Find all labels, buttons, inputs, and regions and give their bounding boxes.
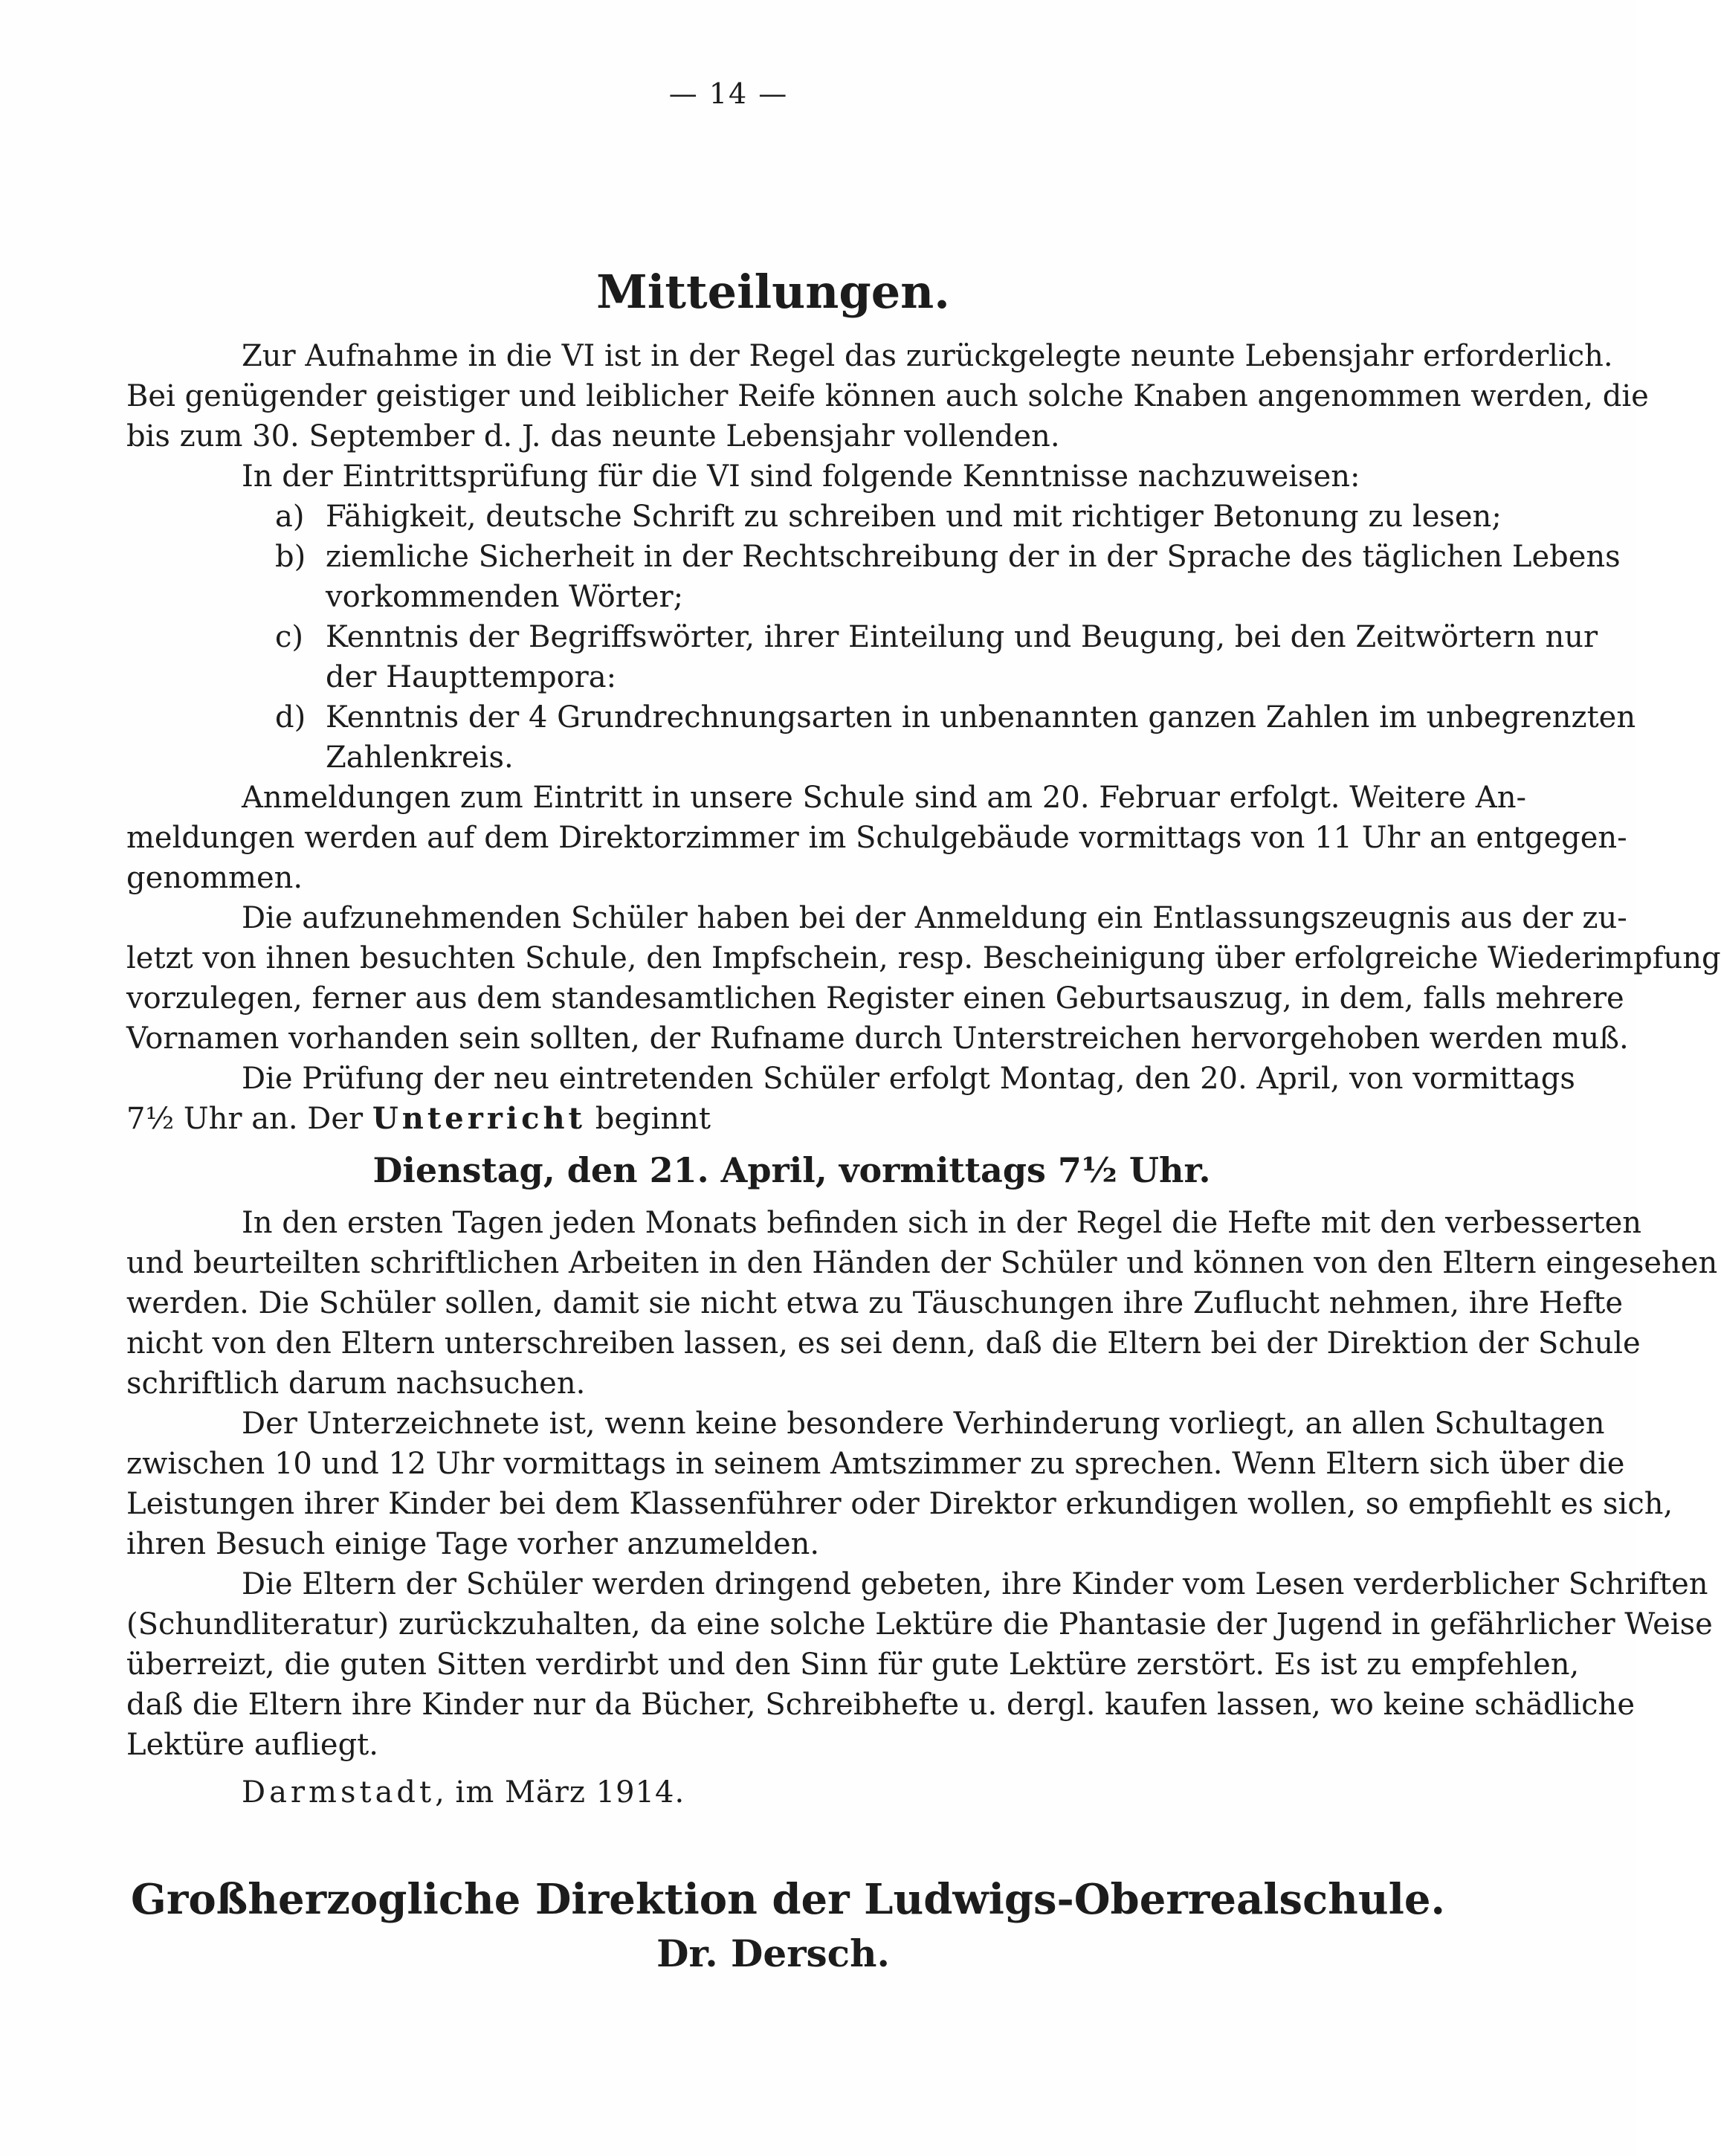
paragraph-line: zwischen 10 und 12 Uhr vormittags in seinem Amtszimmer zu sprechen. Wenn Eltern sich über die	[126, 1447, 1625, 1481]
notebooks-paragraph	[126, 1203, 1718, 1404]
exam-date-text-end: beginnt	[586, 1102, 711, 1136]
paragraph-line: Leistungen ihrer Kinder bei dem Klassenführer oder Direktor erkundigen wollen, so empfiehlt es sich,	[126, 1487, 1673, 1521]
date-text: , im März 1914.	[435, 1775, 685, 1810]
paragraph-line: meldungen werden auf dem Direktorzimmer im Schulgebäude vormittags von 11 Uhr an entgegen-	[126, 821, 1627, 855]
list-item	[126, 537, 1621, 577]
list-item	[126, 497, 1502, 537]
list-item-text: Kenntnis der 4 Grundrechnungsarten in unbenannten ganzen Zahlen im unbegrenzten	[326, 700, 1636, 735]
paragraph-line: Die Prüfung der neu eintretenden Schüler erfolgt Montag, den 20. April, von vormittags	[242, 1062, 1575, 1096]
paragraph-line: und beurteilten schriftlichen Arbeiten in den Händen der Schüler und können von den Eltern eingesehen	[126, 1246, 1718, 1280]
paragraph-line: schriftlich darum nachsuchen.	[126, 1366, 586, 1401]
list-item-continuation: der Haupttempora:	[326, 660, 617, 694]
list-item-label: b)	[275, 540, 306, 574]
exam-date-text: 7½ Uhr an. Der	[126, 1102, 372, 1136]
page-number: — 14 —	[668, 77, 789, 110]
paragraph-line: Die Eltern der Schüler werden dringend gebeten, ihre Kinder vom Lesen verderblicher Schriften	[242, 1567, 1708, 1601]
list-item-label: a)	[275, 500, 305, 534]
admission-paragraph	[126, 336, 1649, 456]
list-item-label: d)	[275, 700, 306, 735]
requirements-intro: In der Eintrittsprüfung für die VI sind folgende Kenntnisse nachzuweisen:	[242, 459, 1360, 494]
list-item-continuation: vorkommenden Wörter;	[326, 580, 684, 614]
place-name: Darmstadt	[242, 1775, 436, 1810]
paragraph-line: Bei genügender geistiger und leiblicher Reife können auch solche Knaben angenommen werden, die	[126, 379, 1649, 413]
paragraph-line: bis zum 30. September d. J. das neunte Lebensjahr vollenden.	[126, 419, 1060, 454]
paragraph-line: Die aufzunehmenden Schüler haben bei der Anmeldung ein Entlassungszeugnis aus der zu-	[242, 901, 1627, 935]
paragraph-line: Lektüre aufliegt.	[126, 1728, 378, 1762]
list-item	[126, 617, 1598, 657]
registration-paragraph	[126, 778, 1627, 898]
list-item-text: ziemliche Sicherheit in der Rechtschreibung der in der Sprache des täglichen Lebens	[326, 540, 1621, 574]
paragraph-line: letzt von ihnen besuchten Schule, den Impfschein, resp. Bescheinigung über erfolgreiche Wiederimpfung	[126, 941, 1721, 975]
paragraph-line: werden. Die Schüler sollen, damit sie nicht etwa zu Täuschungen ihre Zuflucht nehmen, ihre Hefte	[126, 1286, 1623, 1320]
paragraph-line: genommen.	[126, 861, 303, 895]
paragraph-line: (Schundliteratur) zurückzuhalten, da eine solche Lektüre die Phantasie der Jugend in gefährlicher Weise	[126, 1607, 1713, 1642]
list-item-text: Kenntnis der Begriffswörter, ihrer Einteilung und Beugung, bei den Zeitwörtern nur	[326, 620, 1598, 654]
document-body	[126, 336, 1721, 1813]
start-date-emphasis: Dienstag, den 21. April, vormittags 7½ Uhr.	[372, 1150, 1211, 1190]
paragraph-line: Anmeldungen zum Eintritt in unsere Schule sind am 20. Februar erfolgt. Weitere An-	[242, 781, 1526, 815]
paragraph-line: überreizt, die guten Sitten verdirbt und den Sinn für gute Lektüre zerstört. Es ist zu empfehlen,	[126, 1647, 1580, 1682]
exam-date-paragraph	[126, 1059, 1575, 1192]
paragraph-line	[126, 1099, 1494, 1139]
list-item	[126, 697, 1636, 738]
list-item-continuation: Zahlenkreis.	[326, 740, 514, 775]
paragraph-line: nicht von den Eltern unterschreiben lassen, es sei denn, daß die Eltern bei der Direktion der Schule	[126, 1326, 1641, 1361]
lessons-keyword: Unterricht	[372, 1101, 587, 1136]
paragraph-line: vorzulegen, ferner aus dem standesamtlichen Register einen Geburtsauszug, in dem, falls mehrere	[126, 981, 1624, 1016]
paragraph-line: Der Unterzeichnete ist, wenn keine besondere Verhinderung vorliegt, an allen Schultagen	[242, 1407, 1605, 1441]
paragraph-line: ihren Besuch einige Tage vorher anzumelden.	[126, 1527, 820, 1561]
paragraph-line: Vornamen vorhanden sein sollten, der Rufname durch Unterstreichen hervorgehoben werden muß.	[126, 1021, 1629, 1056]
office-hours-paragraph	[126, 1404, 1673, 1564]
paragraph-line: In den ersten Tagen jeden Monats befinden sich in der Regel die Hefte mit den verbesserten	[242, 1206, 1642, 1240]
signature-name: Dr. Dersch.	[656, 1931, 890, 1975]
signature-institution: Großherzogliche Direktion der Ludwigs-Oberrealschule.	[131, 1875, 1445, 1924]
literature-paragraph	[126, 1564, 1713, 1765]
paragraph-line: Zur Aufnahme in die VI ist in der Regel das zurückgelegte neunte Lebensjahr erforderlich.	[242, 339, 1613, 373]
exam-requirements	[126, 456, 1636, 778]
paragraph-line: daß die Eltern ihre Kinder nur da Bücher, Schreibhefte u. dergl. kaufen lassen, wo keine schädliche	[126, 1688, 1635, 1722]
page-title: Mitteilungen.	[596, 265, 950, 319]
documents-paragraph	[126, 898, 1721, 1059]
list-item-text: Fähigkeit, deutsche Schrift zu schreiben und mit richtiger Betonung zu lesen;	[326, 500, 1502, 534]
place-date	[126, 1772, 1494, 1813]
list-item-label: c)	[275, 620, 304, 654]
